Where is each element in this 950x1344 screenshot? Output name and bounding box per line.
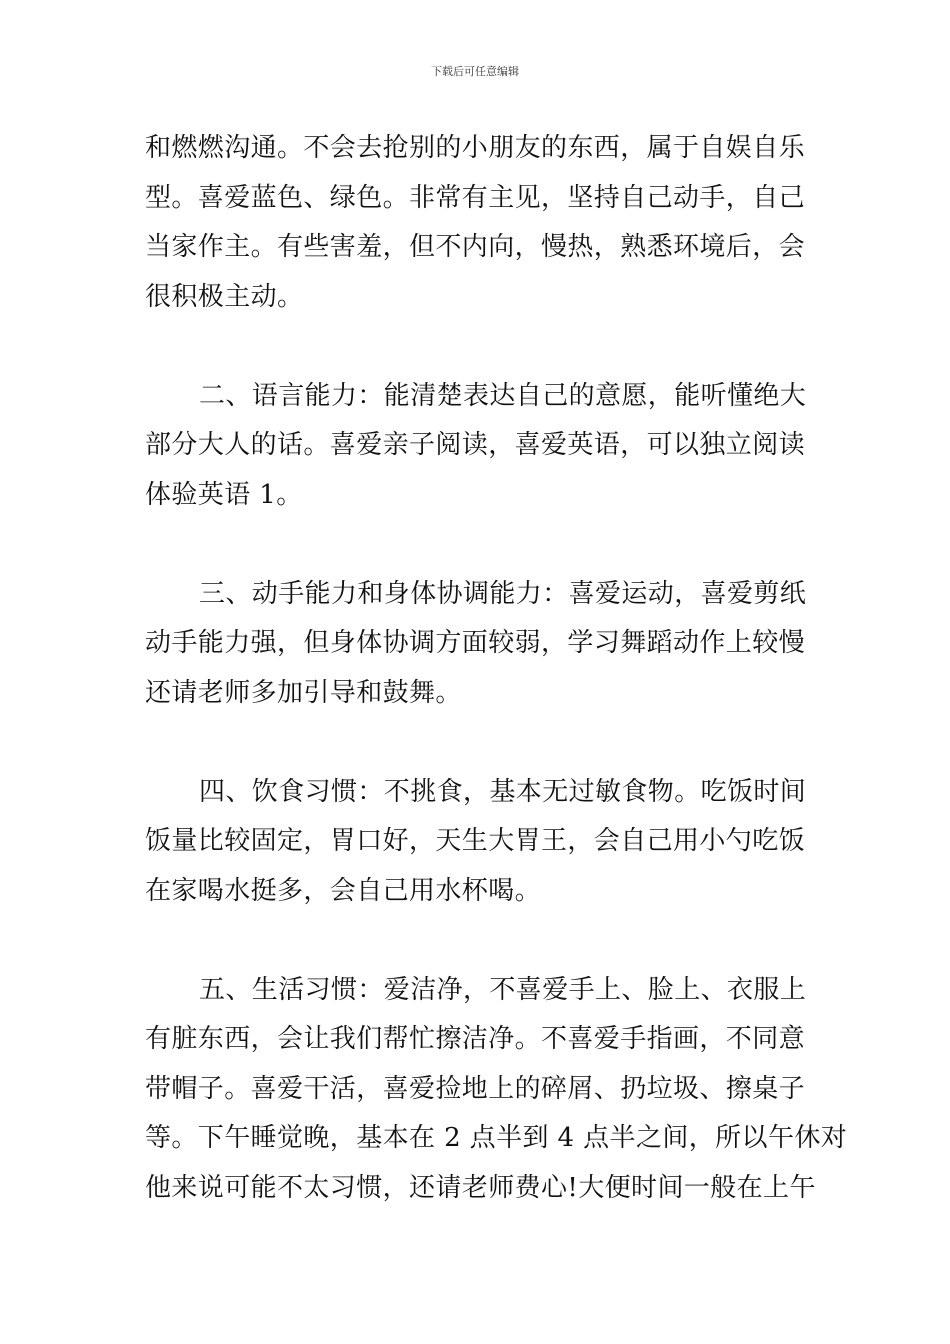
text-line: 四、饮食习惯：不挑食，基本无过敏食物。吃饭时间 [199, 776, 807, 807]
paragraph-eating-habits [145, 768, 810, 917]
text-line: 型。喜爱蓝色、绿色。非常有主见，坚持自己动手，自己 [145, 182, 806, 213]
text-line: 在家喝水挺多，会自己用水杯喝。 [145, 875, 542, 906]
text-line: 动手能力强，但身体协调方面较弱，学习舞蹈动作上较慢 [145, 628, 806, 658]
text-line: 体验英语 1。 [145, 479, 303, 510]
text-line: 二、语言能力：能清楚表达自己的意愿，能听懂绝大 [199, 380, 807, 411]
paragraph-gap [145, 718, 810, 768]
text-line: 他来说可能不太习惯，还请老师费心!大便时间一般在上午 [145, 1172, 816, 1203]
text-line: 当家作主。有些害羞，但不内向，慢热，熟悉环境后，会 [145, 232, 806, 262]
text-line: 五、生活习惯：爱洁净，不喜爱手上、脸上、衣服上 [199, 974, 807, 1005]
paragraph-gap [145, 916, 810, 966]
text-line: 和燃燃沟通。不会去抢别的小朋友的东西，属于自娱自乐 [145, 133, 806, 163]
text-line: 带帽子。喜爱干活，喜爱捡地上的碎屑、扔垃圾、擦桌子 [145, 1073, 806, 1104]
paragraph-gap [145, 322, 810, 372]
text-line: 很积极主动。 [145, 281, 304, 312]
paragraph-motor-ability [145, 570, 810, 719]
paragraph-living-habits [145, 966, 848, 1214]
paragraph-language-ability [145, 372, 810, 521]
text-line: 部分大人的话。喜爱亲子阅读，喜爱英语，可以独立阅读 [145, 430, 806, 460]
text-line: 还请老师多加引导和鼓舞。 [145, 677, 462, 708]
text-line: 三、动手能力和身体协调能力：喜爱运动，喜爱剪纸 [199, 578, 807, 609]
page-header: 下载后可任意编辑 [431, 65, 519, 78]
paragraph-personality [145, 124, 810, 322]
paragraph-gap [145, 520, 810, 570]
text-line: 饭量比较固定，胃口好，天生大胃王，会自己用小勺吃饭 [145, 826, 806, 856]
text-line: 有脏东西，会让我们帮忙擦洁净。不喜爱手指画，不同意 [145, 1024, 806, 1054]
document-body [145, 124, 848, 1213]
text-line: 等。下午睡觉晚，基本在 2 点半到 4 点半之间，所以午休对 [145, 1123, 848, 1153]
